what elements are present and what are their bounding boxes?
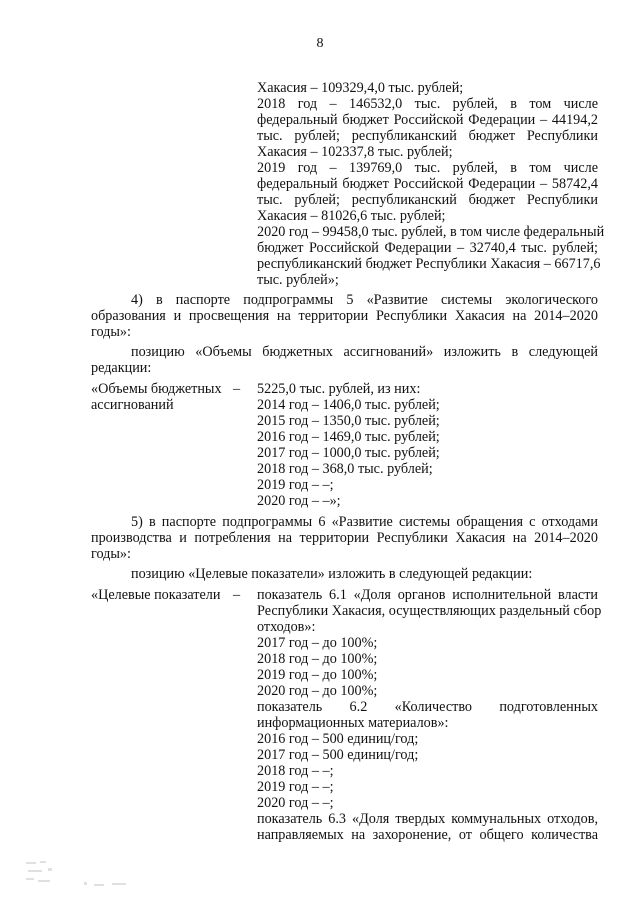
targets-line: показатель 6.2 «Количество подготовленных bbox=[257, 699, 598, 715]
block1-line: республиканский бюджет Республики Хакасия – 66717,6 bbox=[257, 256, 601, 272]
block1-line: 2020 год – 99458,0 тыс. рублей, в том числе федеральный bbox=[257, 224, 605, 240]
targets-line: 2016 год – 500 единиц/год; bbox=[257, 731, 419, 747]
budget-line: 2019 год – –; bbox=[257, 477, 334, 493]
targets-line: 2019 год – до 100%; bbox=[257, 667, 378, 683]
budget-line: 2014 год – 1406,0 тыс. рублей; bbox=[257, 397, 440, 413]
para4-position-line: позицию «Объемы бюджетных ассигнований» изложить в следующей bbox=[131, 344, 598, 360]
budget-line: 2015 год – 1350,0 тыс. рублей; bbox=[257, 413, 440, 429]
para5-line: 5) в паспорте подпрограммы 6 «Развитие системы обращения с отходами bbox=[131, 514, 598, 530]
budget-line: 2016 год – 1469,0 тыс. рублей; bbox=[257, 429, 440, 445]
block1-line: федеральный бюджет Российской Федерации – 58742,4 bbox=[257, 176, 598, 192]
para5-line: производства и потребления на территории Республики Хакасия на 2014–2020 bbox=[91, 530, 598, 546]
para5-line: годы»: bbox=[91, 546, 131, 562]
para4-line: образования и просвещения на территории Республики Хакасия на 2014–2020 bbox=[91, 308, 598, 324]
targets-line: 2020 год – до 100%; bbox=[257, 683, 378, 699]
para4-position-line: редакции: bbox=[91, 360, 152, 376]
block1-line: Хакасия – 102337,8 тыс. рублей; bbox=[257, 144, 453, 160]
targets-line: отходов»: bbox=[257, 619, 316, 635]
para4-line: 4) в паспорте подпрограммы 5 «Развитие системы экологического bbox=[131, 292, 598, 308]
targets-dash: – bbox=[233, 587, 241, 603]
block1-line: тыс. рублей; республиканский бюджет Республики bbox=[257, 128, 598, 144]
targets-line: 2017 год – до 100%; bbox=[257, 635, 378, 651]
targets-line: 2020 год – –; bbox=[257, 795, 334, 811]
targets-line: 2018 год – –; bbox=[257, 763, 334, 779]
block1-line: 2019 год – 139769,0 тыс. рублей, в том числе bbox=[257, 160, 598, 176]
budget-line: 5225,0 тыс. рублей, из них: bbox=[257, 381, 421, 397]
budget-label: ассигнований bbox=[91, 397, 174, 413]
targets-line: 2018 год – до 100%; bbox=[257, 651, 378, 667]
block1-line: бюджет Российской Федерации – 32740,4 тыс. рублей; bbox=[257, 240, 598, 256]
targets-line: 2017 год – 500 единиц/год; bbox=[257, 747, 419, 763]
block1-line: тыс. рублей; республиканский бюджет Республики bbox=[257, 192, 598, 208]
targets-line: Республики Хакасия, осуществляющих раздельный сбор bbox=[257, 603, 602, 619]
para4-line: годы»: bbox=[91, 324, 131, 340]
block1-line: федеральный бюджет Российской Федерации – 44194,2 bbox=[257, 112, 598, 128]
faint-stamp-mark bbox=[24, 858, 144, 890]
para5-position: позицию «Целевые показатели» изложить в следующей редакции: bbox=[131, 566, 533, 582]
block1-line: Хакасия – 109329,4,0 тыс. рублей; bbox=[257, 80, 464, 96]
page-number: 8 bbox=[316, 36, 324, 51]
budget-line: 2020 год – –»; bbox=[257, 493, 341, 509]
targets-line: показатель 6.1 «Доля органов исполнительной власти bbox=[257, 587, 598, 603]
block1-line: Хакасия – 81026,6 тыс. рублей; bbox=[257, 208, 446, 224]
targets-line: 2019 год – –; bbox=[257, 779, 334, 795]
budget-line: 2018 год – 368,0 тыс. рублей; bbox=[257, 461, 433, 477]
targets-label: «Целевые показатели bbox=[91, 587, 221, 603]
budget-dash: – bbox=[233, 381, 241, 397]
block1-line: 2018 год – 146532,0 тыс. рублей, в том числе bbox=[257, 96, 598, 112]
block1-line: тыс. рублей»; bbox=[257, 272, 339, 288]
budget-label: «Объемы бюджетных bbox=[91, 381, 222, 397]
targets-line: показатель 6.3 «Доля твердых коммунальных отходов, bbox=[257, 811, 598, 827]
budget-line: 2017 год – 1000,0 тыс. рублей; bbox=[257, 445, 440, 461]
targets-line: информационных материалов»: bbox=[257, 715, 449, 731]
targets-line: направляемых на захоронение, от общего количества bbox=[257, 827, 598, 843]
